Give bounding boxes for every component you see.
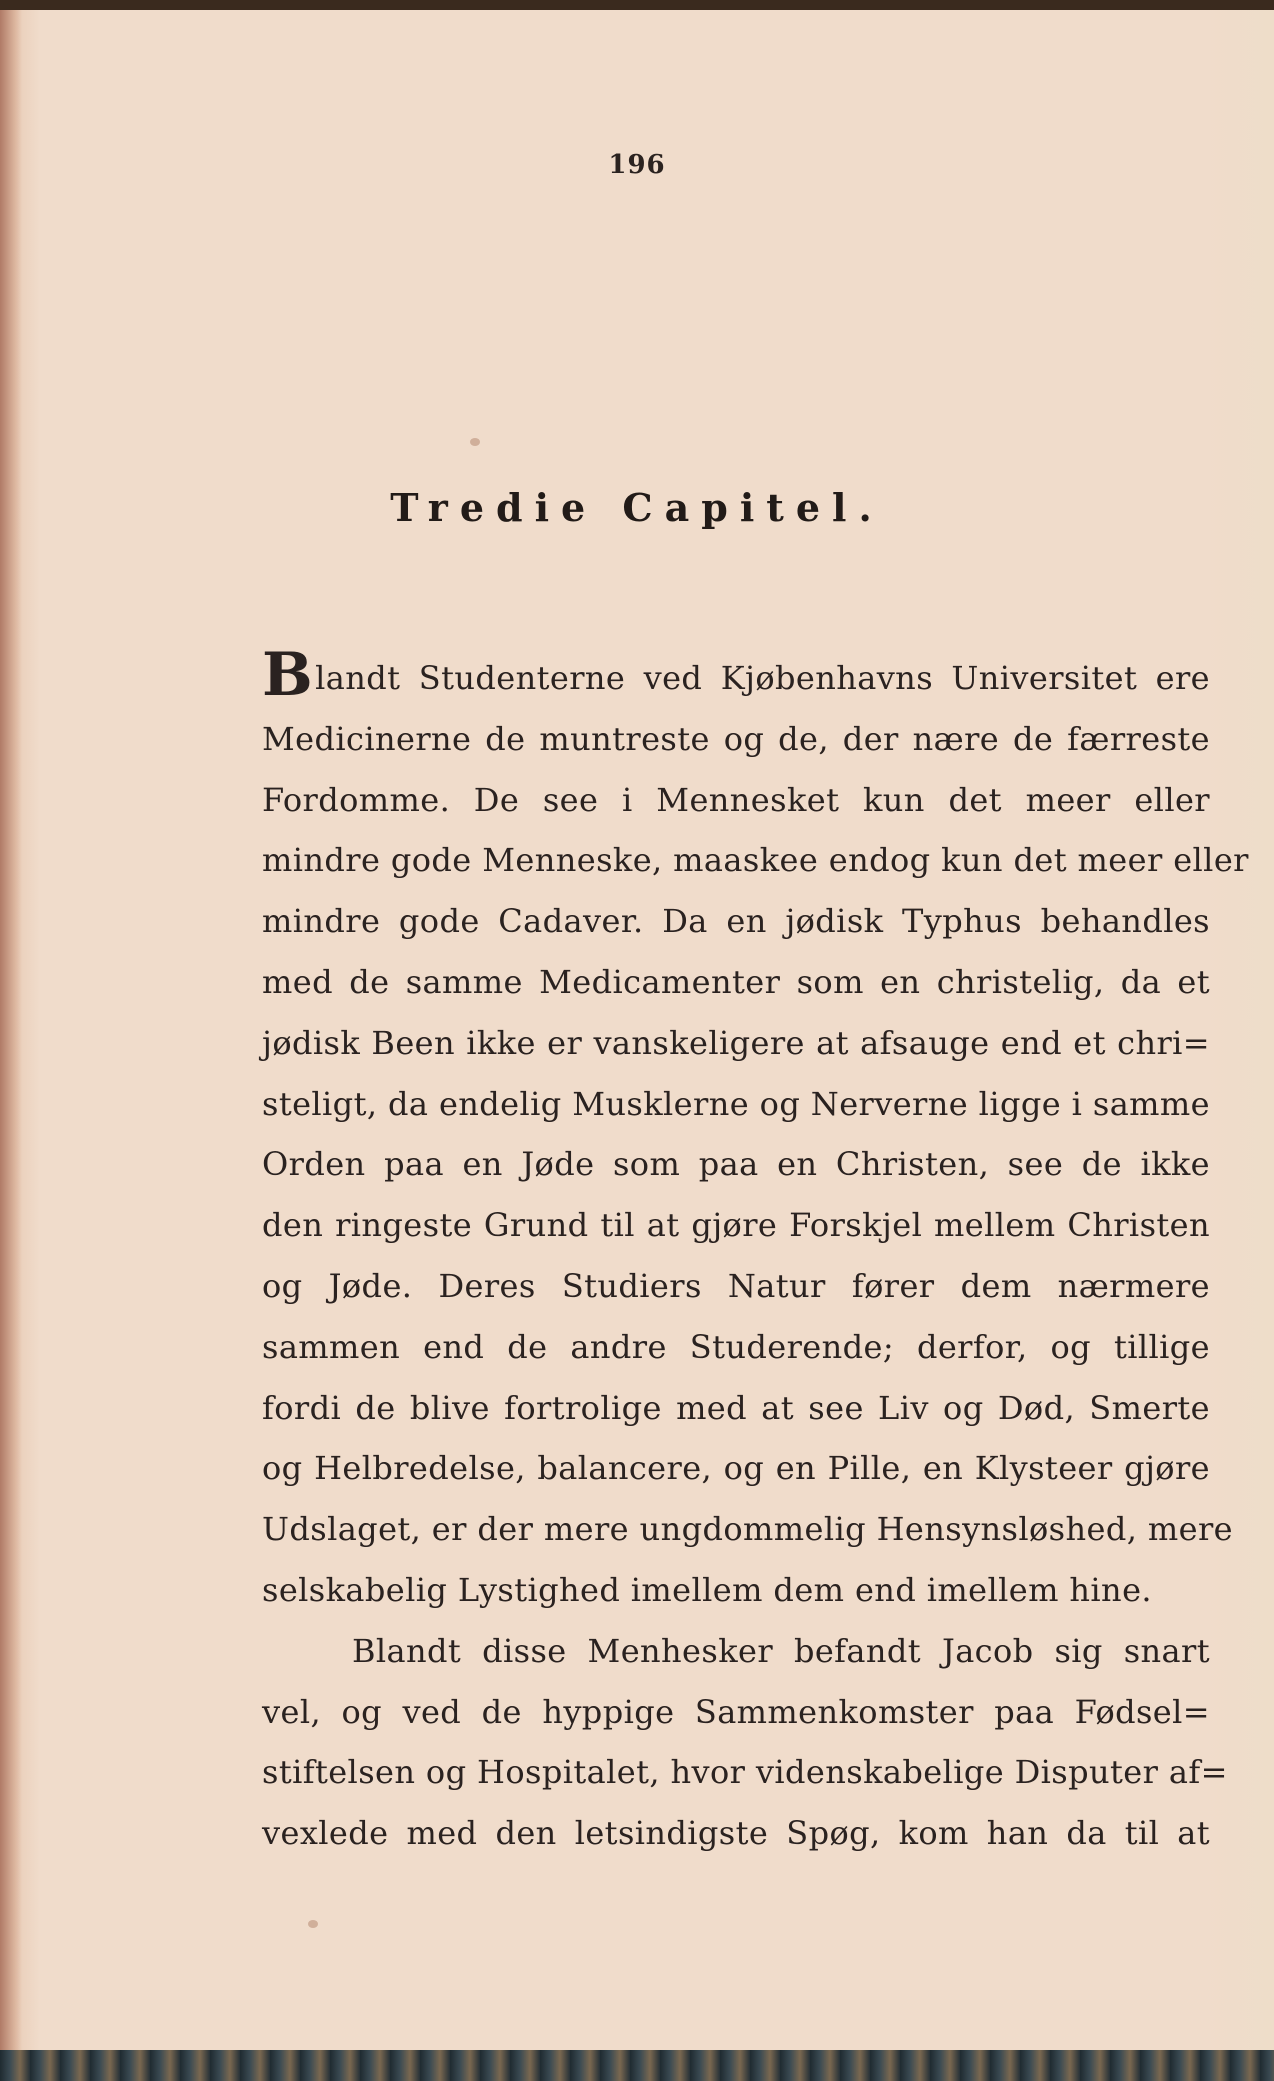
ink-speck bbox=[308, 1920, 318, 1928]
scan-background-strip bbox=[0, 2050, 1274, 2081]
text-line: sammen end de andre Studerende; derfor, og tillige bbox=[262, 1327, 1210, 1366]
text-line: vexlede med den letsindigste Spøg, kom han da til at bbox=[262, 1814, 1210, 1853]
text-line: den ringeste Grund til at gjøre Forskjel mellem Christen bbox=[262, 1206, 1210, 1245]
text-line: steligt, da endelig Musklerne og Nerverne ligge i samme bbox=[262, 1084, 1210, 1123]
text-line: selskabelig Lystighed imellem dem end imellem hine. bbox=[262, 1570, 1152, 1609]
text-line: Blandt disse Menhesker befandt Jacob sig snart bbox=[352, 1631, 1210, 1670]
text-line: Orden paa en Jøde som paa en Christen, see de ikke bbox=[262, 1145, 1210, 1184]
text-line: Blandt Studenterne ved Kjøbenhavns Universitet ere bbox=[262, 640, 1210, 710]
page-binding-edge bbox=[0, 10, 22, 2050]
text-line: og Helbredelse, balancere, og en Pille, en Klysteer gjøre bbox=[262, 1449, 1210, 1488]
text-line: mindre gode Menneske, maaskee endog kun det meer eller bbox=[262, 841, 1249, 880]
text-line: og Jøde. Deres Studiers Natur fører dem nærmere bbox=[262, 1266, 1210, 1305]
text-line: Udslaget, er der mere ungdommelig Hensynsløshed, mere bbox=[262, 1510, 1233, 1549]
page-number: 196 bbox=[608, 150, 666, 180]
text-line: vel, og ved de hyppige Sammenkomster paa Fødsel= bbox=[262, 1692, 1210, 1731]
drop-cap: B bbox=[262, 640, 314, 710]
text-line: Medicinerne de muntreste og de, der nære de færreste bbox=[262, 719, 1210, 758]
text-line: med de samme Medicamenter som en christelig, da et bbox=[262, 962, 1210, 1001]
book-page bbox=[0, 10, 1274, 2050]
chapter-title: Tredie Capitel. bbox=[390, 485, 884, 530]
text-line: fordi de blive fortrolige med at see Liv og Død, Smerte bbox=[262, 1388, 1210, 1427]
text-line: stiftelsen og Hospitalet, hvor videnskabelige Disputer af= bbox=[262, 1753, 1228, 1792]
text-line: jødisk Been ikke er vanskeligere at afsauge end et chri= bbox=[262, 1023, 1210, 1062]
ink-speck bbox=[470, 438, 480, 446]
body-text bbox=[262, 640, 1249, 1864]
text-line: mindre gode Cadaver. Da en jødisk Typhus behandles bbox=[262, 902, 1210, 941]
text-line: Fordomme. De see i Mennesket kun det meer eller bbox=[262, 780, 1210, 819]
